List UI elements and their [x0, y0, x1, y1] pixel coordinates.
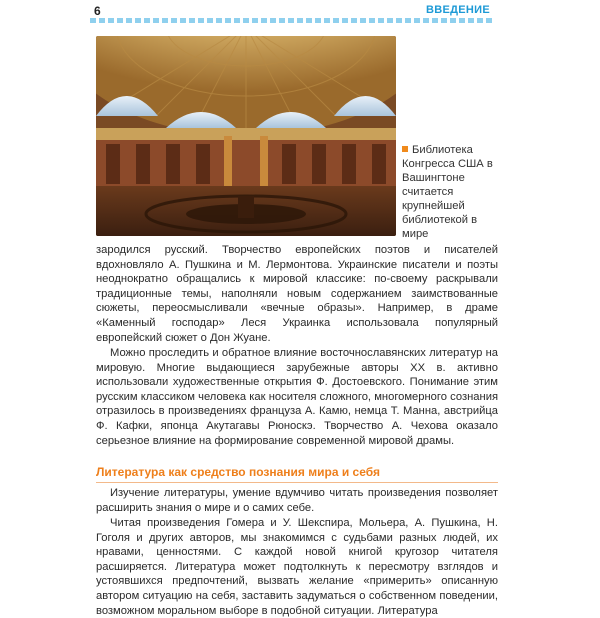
paragraph-3: Изучение литературы, умение вдумчиво читать произведения позволяет расширить знания о мире и о самих себе.	[96, 487, 498, 514]
heading-underline	[96, 482, 498, 483]
paragraph-2: Можно проследить и обратное влияние восточнославянских литератур на мировую. Многие выдающиеся зарубежные авторы XX в. активно использовали художественные открытия Ф. Достоевского. Понимание этим русским классиком человека как носителя сложного, многомерного сознания отразилось в произведениях француза А. Камю, немца Т. Манна, австрийца Ф. Кафки, японца Акутагавы Рюноскэ. Творчество А. Чехова оказало серьезное влияние на формирование современной мировой драмы.	[96, 347, 498, 447]
section-title: ВВЕДЕНИЕ	[426, 4, 490, 16]
paragraph-4: Читая произведения Гомера и У. Шекспира, Мольера, А. Пушкина, Н. Гоголя и других авторов, мы знакомимся с судьбами разных людей, их нравами, ценностями. С каждой новой книгой кругозор читателя расширяется. Литература может подтолкнуть к пересмотру взглядов и устоявшихся предпочтений, вызвать желание «примерить» описанную автором ситуацию на себя, заставить задуматься о собственном поведении, возможном моральном выборе в подобной ситуации. Литература	[96, 517, 498, 617]
paragraph-1: зародился русский. Творчество европейских поэтов и писателей вдохновляло А. Пушкина и М. Лермонтова. Украинские писатели и поэты неоднократно обращались к мировой классике: по-своему раскрывали традиционные темы, наполняли новым содержанием заимствованные сюжеты, переосмысливали «вечные образы». Например, в драме «Каменный господар» Леся Украинка использовала популярный европейский сюжет о Дон Жуане.	[96, 244, 498, 344]
section-heading: Литература как средство познания мира и себя	[96, 465, 380, 479]
caption-text: Библиотека Конгресса США в Вашингтоне считается крупнейшей библиотекой в мире	[402, 144, 493, 240]
caption-marker	[402, 146, 408, 152]
page-number: 6	[94, 4, 101, 18]
photo-caption	[402, 143, 498, 241]
header-stripe	[90, 18, 494, 23]
library-photo	[96, 36, 396, 236]
